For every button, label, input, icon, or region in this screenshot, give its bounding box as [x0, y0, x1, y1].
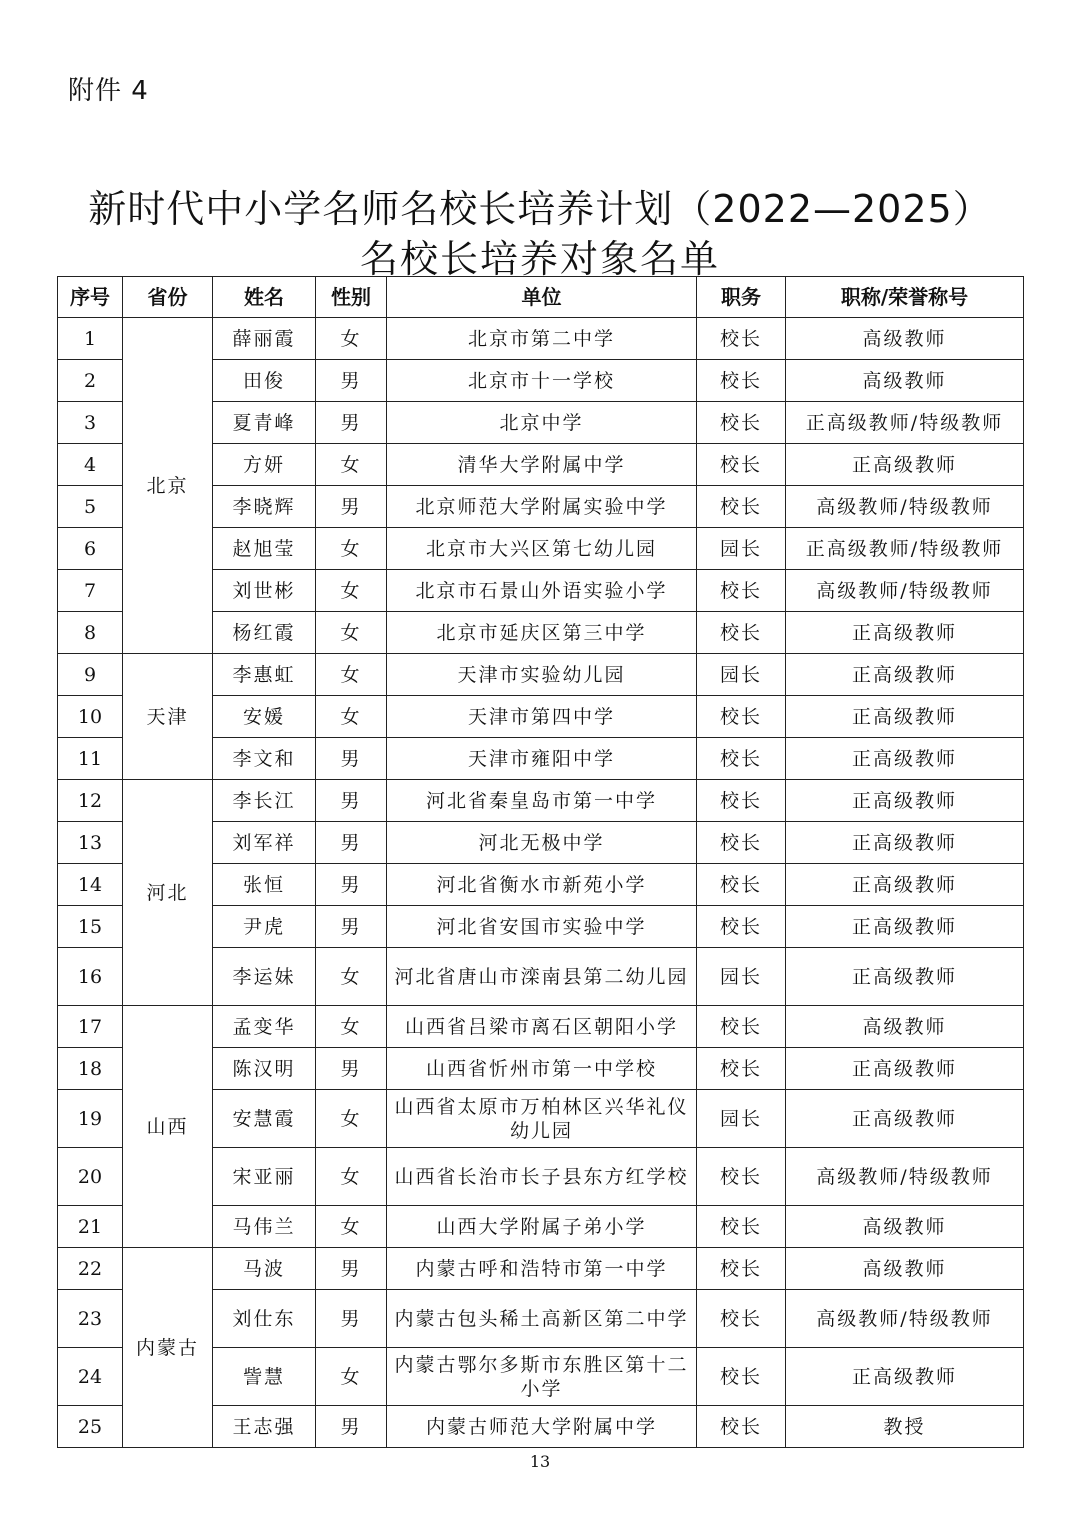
header-province: 省份 — [123, 277, 213, 318]
person-unit: 内蒙古鄂尔多斯市东胜区第十二小学 — [387, 1348, 697, 1406]
header-title: 职称/荣誉称号 — [786, 277, 1024, 318]
row-index: 17 — [58, 1006, 123, 1048]
person-unit: 河北省安国市实验中学 — [387, 906, 697, 948]
person-gender: 男 — [316, 1048, 387, 1090]
person-title: 正高级教师 — [786, 654, 1024, 696]
person-unit: 北京市延庆区第三中学 — [387, 612, 697, 654]
person-name: 刘仕东 — [213, 1290, 316, 1348]
person-title: 高级教师 — [786, 1006, 1024, 1048]
person-name: 李文和 — [213, 738, 316, 780]
person-title: 正高级教师 — [786, 1348, 1024, 1406]
person-position: 校长 — [697, 570, 786, 612]
person-name: 马波 — [213, 1248, 316, 1290]
person-name: 方妍 — [213, 444, 316, 486]
person-title: 高级教师/特级教师 — [786, 1290, 1024, 1348]
table-header-row — [58, 277, 1024, 318]
person-unit: 山西大学附属子弟小学 — [387, 1206, 697, 1248]
person-title: 正高级教师 — [786, 864, 1024, 906]
province-cell: 内蒙古 — [123, 1248, 213, 1448]
person-position: 校长 — [697, 822, 786, 864]
person-gender: 女 — [316, 1006, 387, 1048]
person-gender: 女 — [316, 1348, 387, 1406]
attachment-label: 附件 4 — [68, 76, 149, 106]
person-name: 刘军祥 — [213, 822, 316, 864]
person-gender: 女 — [316, 1148, 387, 1206]
person-name: 赵旭莹 — [213, 528, 316, 570]
person-unit: 山西省长治市长子县东方红学校 — [387, 1148, 697, 1206]
person-gender: 女 — [316, 1090, 387, 1148]
person-unit: 天津市实验幼儿园 — [387, 654, 697, 696]
table-row — [58, 780, 1024, 822]
person-position: 校长 — [697, 1206, 786, 1248]
person-name: 李长江 — [213, 780, 316, 822]
person-unit: 河北省衡水市新苑小学 — [387, 864, 697, 906]
person-position: 校长 — [697, 780, 786, 822]
person-unit: 天津市第四中学 — [387, 696, 697, 738]
person-unit: 内蒙古呼和浩特市第一中学 — [387, 1248, 697, 1290]
person-name: 杨红霞 — [213, 612, 316, 654]
row-index: 24 — [58, 1348, 123, 1406]
person-gender: 男 — [316, 864, 387, 906]
person-unit: 天津市雍阳中学 — [387, 738, 697, 780]
person-name: 安慧霞 — [213, 1090, 316, 1148]
person-title: 正高级教师 — [786, 822, 1024, 864]
person-gender: 男 — [316, 1290, 387, 1348]
person-position: 校长 — [697, 696, 786, 738]
person-gender: 女 — [316, 948, 387, 1006]
person-unit: 北京中学 — [387, 402, 697, 444]
person-gender: 男 — [316, 822, 387, 864]
header-name: 姓名 — [213, 277, 316, 318]
person-position: 校长 — [697, 1290, 786, 1348]
person-unit: 山西省吕梁市离石区朝阳小学 — [387, 1006, 697, 1048]
row-index: 18 — [58, 1048, 123, 1090]
person-gender: 男 — [316, 1248, 387, 1290]
person-name: 夏青峰 — [213, 402, 316, 444]
person-unit: 山西省忻州市第一中学校 — [387, 1048, 697, 1090]
row-index: 10 — [58, 696, 123, 738]
row-index: 3 — [58, 402, 123, 444]
table-row — [58, 654, 1024, 696]
row-index: 21 — [58, 1206, 123, 1248]
person-unit: 山西省太原市万柏林区兴华礼仪幼儿园 — [387, 1090, 697, 1148]
person-position: 校长 — [697, 1006, 786, 1048]
person-position: 校长 — [697, 1148, 786, 1206]
person-title: 正高级教师 — [786, 444, 1024, 486]
province-cell: 山西 — [123, 1006, 213, 1248]
row-index: 9 — [58, 654, 123, 696]
header-position: 职务 — [697, 277, 786, 318]
header-gender: 性别 — [316, 277, 387, 318]
document-subtitle: 名校长培养对象名单 — [359, 237, 720, 281]
person-gender: 女 — [316, 444, 387, 486]
person-title: 高级教师 — [786, 360, 1024, 402]
person-name: 訾慧 — [213, 1348, 316, 1406]
person-position: 校长 — [697, 1048, 786, 1090]
province-cell: 北京 — [123, 318, 213, 654]
person-position: 园长 — [697, 528, 786, 570]
row-index: 11 — [58, 738, 123, 780]
person-gender: 女 — [316, 570, 387, 612]
person-title: 高级教师/特级教师 — [786, 570, 1024, 612]
table-row — [58, 318, 1024, 360]
person-position: 校长 — [697, 1406, 786, 1448]
person-position: 校长 — [697, 906, 786, 948]
row-index: 25 — [58, 1406, 123, 1448]
row-index: 23 — [58, 1290, 123, 1348]
row-index: 20 — [58, 1148, 123, 1206]
person-title: 正高级教师 — [786, 1090, 1024, 1148]
header-index: 序号 — [58, 277, 123, 318]
person-name: 王志强 — [213, 1406, 316, 1448]
person-unit: 北京市十一学校 — [387, 360, 697, 402]
row-index: 6 — [58, 528, 123, 570]
person-name: 刘世彬 — [213, 570, 316, 612]
person-title: 正高级教师 — [786, 738, 1024, 780]
person-position: 校长 — [697, 864, 786, 906]
principal-list-table — [57, 276, 1024, 1448]
person-name: 孟变华 — [213, 1006, 316, 1048]
person-name: 李惠虹 — [213, 654, 316, 696]
person-position: 园长 — [697, 1090, 786, 1148]
person-unit: 北京市大兴区第七幼儿园 — [387, 528, 697, 570]
table-body — [58, 318, 1024, 1448]
person-gender: 女 — [316, 612, 387, 654]
person-unit: 北京市第二中学 — [387, 318, 697, 360]
person-name: 李运妹 — [213, 948, 316, 1006]
person-title: 教授 — [786, 1406, 1024, 1448]
row-index: 12 — [58, 780, 123, 822]
row-index: 15 — [58, 906, 123, 948]
person-gender: 男 — [316, 738, 387, 780]
person-title: 正高级教师/特级教师 — [786, 402, 1024, 444]
person-unit: 河北省秦皇岛市第一中学 — [387, 780, 697, 822]
person-title: 正高级教师 — [786, 948, 1024, 1006]
row-index: 7 — [58, 570, 123, 612]
person-unit: 河北省唐山市滦南县第二幼儿园 — [387, 948, 697, 1006]
person-gender: 男 — [316, 780, 387, 822]
person-position: 校长 — [697, 612, 786, 654]
row-index: 13 — [58, 822, 123, 864]
person-title: 高级教师 — [786, 318, 1024, 360]
person-gender: 女 — [316, 528, 387, 570]
person-position: 校长 — [697, 444, 786, 486]
person-title: 正高级教师 — [786, 906, 1024, 948]
person-position: 校长 — [697, 318, 786, 360]
person-gender: 女 — [316, 1206, 387, 1248]
person-name: 薛丽霞 — [213, 318, 316, 360]
person-position: 园长 — [697, 654, 786, 696]
row-index: 8 — [58, 612, 123, 654]
person-unit: 内蒙古包头稀土高新区第二中学 — [387, 1290, 697, 1348]
person-position: 园长 — [697, 948, 786, 1006]
person-title: 正高级教师/特级教师 — [786, 528, 1024, 570]
person-title: 正高级教师 — [786, 780, 1024, 822]
row-index: 22 — [58, 1248, 123, 1290]
province-cell: 天津 — [123, 654, 213, 780]
row-index: 16 — [58, 948, 123, 1006]
row-index: 19 — [58, 1090, 123, 1148]
person-title: 正高级教师 — [786, 612, 1024, 654]
person-unit: 内蒙古师范大学附属中学 — [387, 1406, 697, 1448]
person-title: 高级教师 — [786, 1206, 1024, 1248]
person-position: 校长 — [697, 402, 786, 444]
person-position: 校长 — [697, 1348, 786, 1406]
person-gender: 女 — [316, 696, 387, 738]
person-name: 尹虎 — [213, 906, 316, 948]
person-name: 陈汉明 — [213, 1048, 316, 1090]
table-row — [58, 1006, 1024, 1048]
person-title: 高级教师 — [786, 1248, 1024, 1290]
header-unit: 单位 — [387, 277, 697, 318]
person-title: 高级教师/特级教师 — [786, 1148, 1024, 1206]
person-name: 田俊 — [213, 360, 316, 402]
person-name: 李晓辉 — [213, 486, 316, 528]
person-unit: 北京师范大学附属实验中学 — [387, 486, 697, 528]
person-name: 马伟兰 — [213, 1206, 316, 1248]
person-gender: 男 — [316, 402, 387, 444]
person-unit: 清华大学附属中学 — [387, 444, 697, 486]
person-title: 正高级教师 — [786, 696, 1024, 738]
person-title: 正高级教师 — [786, 1048, 1024, 1090]
row-index: 4 — [58, 444, 123, 486]
person-gender: 男 — [316, 486, 387, 528]
person-position: 校长 — [697, 1248, 786, 1290]
person-gender: 男 — [316, 360, 387, 402]
row-index: 1 — [58, 318, 123, 360]
row-index: 14 — [58, 864, 123, 906]
page-number: 13 — [529, 1452, 551, 1471]
table-row — [58, 1248, 1024, 1290]
person-position: 校长 — [697, 360, 786, 402]
person-title: 高级教师/特级教师 — [786, 486, 1024, 528]
person-position: 校长 — [697, 738, 786, 780]
person-name: 安媛 — [213, 696, 316, 738]
person-unit: 河北无极中学 — [387, 822, 697, 864]
document-title: 新时代中小学名师名校长培养计划（2022—2025） — [88, 187, 992, 231]
province-cell: 河北 — [123, 780, 213, 1006]
row-index: 5 — [58, 486, 123, 528]
person-name: 张恒 — [213, 864, 316, 906]
person-gender: 男 — [316, 1406, 387, 1448]
row-index: 2 — [58, 360, 123, 402]
person-gender: 女 — [316, 318, 387, 360]
person-gender: 女 — [316, 654, 387, 696]
person-unit: 北京市石景山外语实验小学 — [387, 570, 697, 612]
person-gender: 男 — [316, 906, 387, 948]
person-position: 校长 — [697, 486, 786, 528]
person-name: 宋亚丽 — [213, 1148, 316, 1206]
